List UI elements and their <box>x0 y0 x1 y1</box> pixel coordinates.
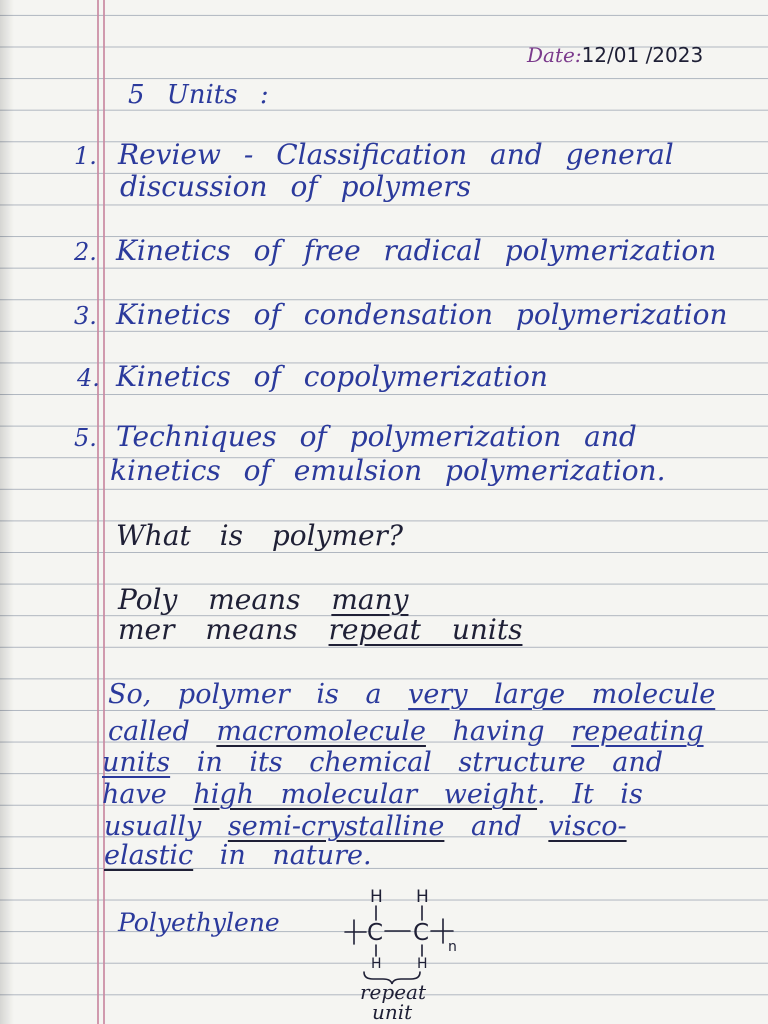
example-name: Polyethylene <box>118 908 280 937</box>
definition-text: . It is <box>537 779 643 810</box>
definition-line <box>104 840 372 872</box>
meaning-term: Poly means <box>118 583 332 616</box>
definition-emphasis: macromolecule <box>216 716 426 747</box>
unit-number: 4. <box>77 364 100 392</box>
unit-number: 5. <box>74 424 97 452</box>
definition-line <box>102 779 643 811</box>
definition-text: have <box>102 779 194 810</box>
definition-emphasis: visco- <box>548 811 627 842</box>
polyethylene-structure <box>340 884 465 984</box>
meaning-value: repeat units <box>328 613 523 646</box>
unit-line: Kinetics of copolymerization <box>116 360 548 393</box>
unit-line: discussion of polymers <box>120 170 471 203</box>
definition-line <box>104 811 627 843</box>
margin-line-left <box>97 0 99 1024</box>
hydrogen-atom-label: H <box>416 887 429 907</box>
definition-text: usually <box>104 811 228 842</box>
unit-line: Kinetics of condensation polymerization <box>116 298 728 331</box>
hydrogen-atom-label: H <box>371 956 382 972</box>
definition-emphasis: elastic <box>104 840 194 871</box>
unit-line: Review - Classification and general <box>118 138 674 171</box>
units-heading: 5 Units : <box>128 80 269 110</box>
hydrogen-atom-label: H <box>370 887 383 907</box>
definition-emphasis: units <box>102 747 171 778</box>
meaning-term: mer means <box>118 613 329 646</box>
unit-number: 2. <box>74 238 97 266</box>
unit-line: Kinetics of free radical polymerization <box>116 234 717 267</box>
hydrogen-atom-label: H <box>417 956 428 972</box>
meaning-line-poly <box>118 584 408 616</box>
subscript-n: n <box>448 939 457 955</box>
meaning-value: many <box>331 583 409 616</box>
meaning-line-mer <box>118 614 522 646</box>
definition-emphasis: repeating <box>571 716 704 747</box>
carbon-atom-label: C <box>413 920 430 946</box>
definition-text: having <box>425 716 572 747</box>
date-field <box>527 43 703 67</box>
definition-line <box>108 679 715 711</box>
definition-emphasis: very large molecule <box>408 679 716 710</box>
repeat-unit-label: unit <box>372 1000 413 1024</box>
definition-line <box>102 747 663 779</box>
repeat-unit-label: repeat <box>360 980 426 1004</box>
date-label: Date: <box>527 43 582 67</box>
date-value: 12/01 /2023 <box>581 43 704 67</box>
definition-text: So, polymer is a <box>108 679 409 710</box>
definition-emphasis: high molecular weight <box>193 779 538 810</box>
definition-text: in nature. <box>193 840 372 871</box>
carbon-atom-label: C <box>367 920 384 946</box>
unit-line: Techniques of polymerization and <box>116 420 637 453</box>
definition-text: and <box>444 811 549 842</box>
question-heading: What is polymer? <box>116 519 403 552</box>
definition-text: called <box>108 716 217 747</box>
definition-emphasis: semi-crystalline <box>227 811 445 842</box>
unit-line: kinetics of emulsion polymerization. <box>110 454 666 487</box>
definition-line <box>108 716 704 748</box>
definition-text: in its chemical structure and <box>170 747 664 778</box>
unit-number: 1. <box>74 142 97 170</box>
unit-number: 3. <box>74 302 97 330</box>
